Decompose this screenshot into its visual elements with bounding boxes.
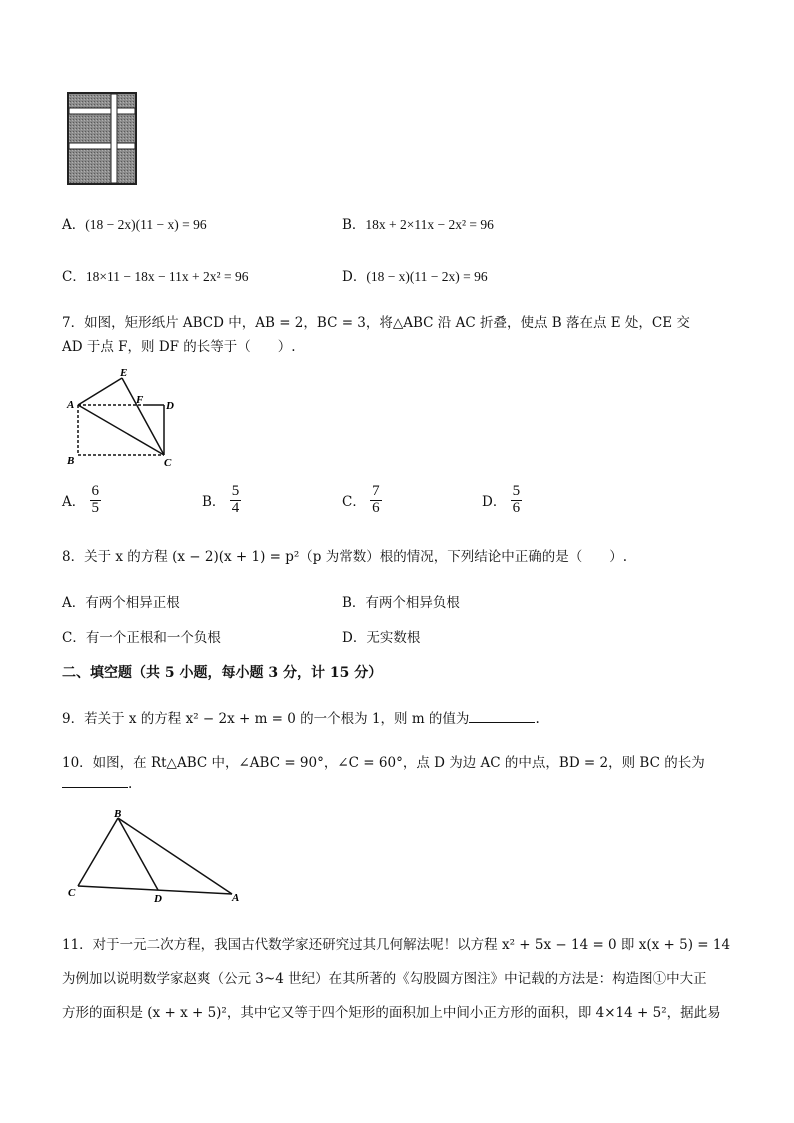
option-fraction (230, 484, 242, 517)
denominator: 6 (512, 499, 521, 516)
q7-label-e: E (120, 367, 128, 379)
q8-option-d[interactable] (342, 626, 420, 646)
q7-option-d[interactable] (482, 484, 522, 517)
q9-answer-blank[interactable] (469, 710, 535, 723)
option-text: 有两个相异负根 (365, 595, 460, 611)
option-label: D． (482, 494, 507, 511)
q7-option-c[interactable] (342, 484, 382, 517)
q10-stem-line1: 10．如图，在 Rt△ABC 中，∠ABC = 90°，∠C = 60°，点 D 为边 AC 的中点，BD = 2，则 BC 的长为 (62, 755, 705, 771)
q8-option-a[interactable] (62, 591, 180, 611)
numerator: 5 (231, 483, 240, 499)
q6-option-d[interactable] (342, 265, 488, 285)
q7-label-c: C (164, 457, 172, 469)
q7-label-b: B (67, 455, 75, 467)
q10-label-c: C (68, 887, 76, 899)
option-label: B． (342, 217, 366, 233)
q10-label-d: D (154, 893, 162, 903)
option-label: D． (342, 630, 367, 646)
denominator: 6 (372, 499, 380, 516)
q9-stem (62, 707, 540, 727)
option-text: 有两个相异正根 (85, 595, 180, 611)
option-label: C． (342, 494, 366, 511)
q9-period: . (535, 711, 540, 727)
option-label: D． (342, 269, 367, 285)
q7-stem-line1: 7．如图，矩形纸片 ABCD 中，AB = 2，BC = 3，将△ABC 沿 AC 折叠，使点 B 落在点 E 处，CE 交 (62, 315, 690, 331)
option-text: 18x + 2×11x − 2x² = 96 (365, 217, 494, 232)
option-label: B． (202, 494, 226, 511)
option-fraction (370, 484, 382, 517)
q7-option-a[interactable] (62, 484, 101, 517)
q7-stem-line2: AD 于点 F，则 DF 的长等于（ ）. (62, 339, 296, 355)
option-label: A． (62, 494, 86, 511)
option-label: A． (62, 595, 86, 611)
numerator: 5 (512, 483, 521, 499)
q6-option-b[interactable] (342, 213, 494, 233)
q6-option-a[interactable] (62, 213, 207, 233)
q10-label-b: B (114, 808, 122, 820)
q10-answer-blank[interactable] (62, 775, 128, 788)
numerator: 7 (372, 483, 380, 499)
option-label: B． (342, 595, 366, 611)
q11-stem-line2: 为例加以说明数学家赵爽（公元 3~4 世纪）在其所著的《勾股圆方图注》中记载的方法是：构造图①中大正 (62, 971, 707, 987)
option-text: (18 − 2x)(11 − x) = 96 (85, 217, 207, 232)
q6-figure-road-diagram (67, 92, 137, 185)
option-text: 18×11 − 18x − 11x + 2x² = 96 (85, 269, 249, 284)
q8-option-b[interactable] (342, 591, 460, 611)
option-text: 有一个正根和一个负根 (85, 630, 221, 646)
q6-option-c[interactable] (62, 265, 248, 285)
option-fraction (511, 484, 523, 517)
q8-stem: 8．关于 x 的方程 (x − 2)(x + 1) = p²（p 为常数）根的情况，下列结论中正确的是（ ）. (62, 549, 628, 565)
numerator: 6 (91, 483, 100, 499)
denominator: 4 (231, 499, 240, 516)
option-text: 无实数根 (366, 630, 421, 646)
q8-option-c[interactable] (62, 626, 221, 646)
q11-stem-line1: 11．对于一元二次方程，我国古代数学家还研究过其几何解法呢！以方程 x² + 5x − 14 = 0 即 x(x + 5) = 14 (62, 937, 731, 953)
section-heading-fill-in: 二、填空题（共 5 小题，每小题 3 分，计 15 分） (62, 665, 383, 681)
q7-label-a: A (67, 399, 75, 411)
q7-label-f: F (136, 394, 144, 406)
option-fraction (90, 484, 102, 517)
q9-text: 9．若关于 x 的方程 x² − 2x + m = 0 的一个根为 1，则 m 的值为 (62, 711, 470, 727)
option-label: C． (62, 630, 86, 646)
q7-label-d: D (166, 400, 174, 412)
q7-option-b[interactable] (202, 484, 241, 517)
q10-stem-line2 (62, 775, 132, 792)
option-text: (18 − x)(11 − 2x) = 96 (366, 269, 488, 284)
q11-stem-line3: 方形的面积是 (x + x + 5)²，其中它又等于四个矩形的面积加上中间小正方形的面积，即 4×14 + 5²，据此易 (62, 1005, 721, 1021)
option-label: C． (62, 269, 86, 285)
q10-label-a: A (232, 892, 240, 903)
q10-figure-right-triangle (62, 808, 247, 903)
q10-period: . (128, 776, 133, 792)
option-label: A． (62, 217, 86, 233)
denominator: 5 (91, 499, 100, 516)
q7-figure-folded-rectangle (62, 365, 192, 471)
